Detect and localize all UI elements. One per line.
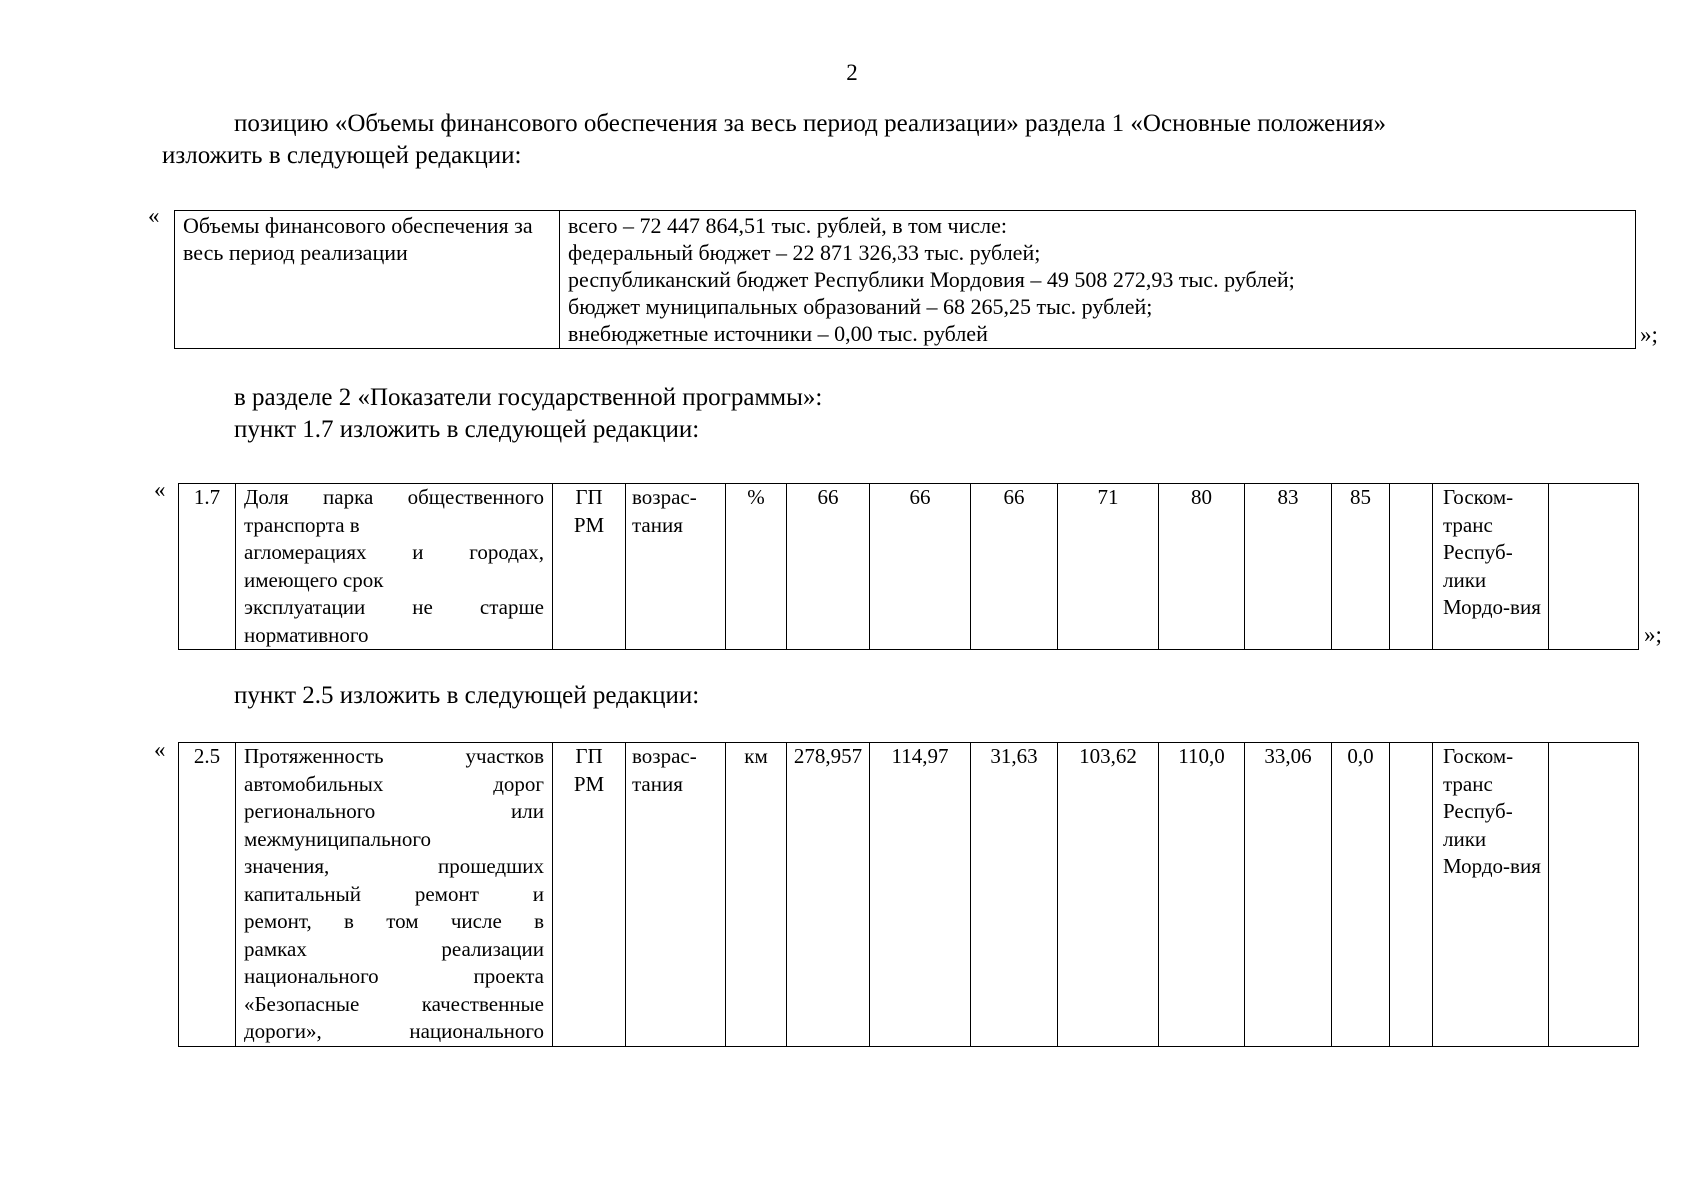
value-cell: 85 bbox=[1332, 484, 1390, 650]
executor: Госком-транс Респуб-лики Мордо-вия bbox=[1433, 743, 1549, 1047]
indicator-name-line: нормативного bbox=[244, 622, 369, 647]
indicator-name-line: эксплуатации не старше bbox=[244, 595, 544, 619]
intro-line-2: изложить в следующей редакции: bbox=[162, 142, 522, 169]
indicator-name-line: ремонт, в том числе в bbox=[244, 909, 544, 933]
value-cell: 114,97 bbox=[870, 743, 971, 1047]
indicator-name bbox=[236, 484, 553, 650]
indicator-name-line: регионального или bbox=[244, 799, 544, 823]
financing-line: бюджет муниципальных образований – 68 265,25 тыс. рублей; bbox=[568, 294, 1153, 319]
indicator-name-line: капитальный ремонт и bbox=[244, 881, 544, 906]
indicator-name-line: значения, прошедших bbox=[244, 854, 544, 878]
indicator-name bbox=[236, 743, 553, 1047]
value-cell: 33,06 bbox=[1245, 743, 1332, 1047]
extra-cell bbox=[1549, 484, 1639, 650]
value-cell: 31,63 bbox=[971, 743, 1058, 1047]
indicator-name-line: национального проекта bbox=[244, 964, 544, 988]
extra-cell bbox=[1549, 743, 1639, 1047]
intro-line-1: позицию «Объемы финансового обеспечения за весь период реализации» раздела 1 «Основные положения» bbox=[234, 110, 1386, 137]
indicator-name-line: дороги», национального bbox=[244, 1019, 544, 1043]
value-cell: 278,957 bbox=[787, 743, 870, 1047]
value-cell bbox=[1390, 743, 1433, 1047]
value-cell: 66 bbox=[870, 484, 971, 650]
quote-open-2: « bbox=[154, 477, 166, 502]
unit: % bbox=[726, 484, 787, 650]
executor: Госком-транс Респуб-лики Мордо-вия bbox=[1433, 484, 1549, 650]
quote-close-1: »; bbox=[1640, 322, 1658, 347]
value-cell: 83 bbox=[1245, 484, 1332, 650]
financing-line: республиканский бюджет Республики Мордовия – 49 508 272,93 тыс. рублей; bbox=[568, 267, 1295, 292]
quote-close-2: »; bbox=[1644, 622, 1662, 647]
indicator-table-1-7 bbox=[178, 483, 1639, 650]
value-cell: 0,0 bbox=[1332, 743, 1390, 1047]
financing-line: внебюджетные источники – 0,00 тыс. рублей bbox=[568, 321, 988, 346]
section2-line-2: пункт 1.7 изложить в следующей редакции: bbox=[234, 416, 700, 443]
page-number: 2 bbox=[846, 60, 858, 85]
indicator-table-2-5 bbox=[178, 742, 1639, 1047]
trend: возрас-тания bbox=[626, 743, 726, 1047]
indicator-name-line: автомобильных дорог bbox=[244, 771, 544, 796]
value-cell: 110,0 bbox=[1159, 743, 1245, 1047]
financing-table bbox=[174, 210, 1636, 349]
unit: км bbox=[726, 743, 787, 1047]
program-level: ГП РМ bbox=[553, 484, 626, 650]
quote-open-1: « bbox=[148, 203, 160, 228]
program-level: ГП РМ bbox=[553, 743, 626, 1047]
quote-open-3: « bbox=[154, 737, 166, 762]
value-cell: 66 bbox=[971, 484, 1058, 650]
value-cell bbox=[1390, 484, 1433, 650]
financing-values bbox=[560, 211, 1636, 349]
indicator-name-line: межмуниципального bbox=[244, 826, 431, 851]
indicator-name-line: рамках реализации bbox=[244, 936, 544, 961]
row-number: 2.5 bbox=[179, 743, 236, 1047]
table-row bbox=[179, 743, 1639, 1047]
section25-line-1: пункт 2.5 изложить в следующей редакции: bbox=[234, 682, 700, 709]
indicator-name-line: Доля парка общественного bbox=[244, 485, 544, 509]
trend: возрас-тания bbox=[626, 484, 726, 650]
indicator-name-line: Протяженность участков bbox=[244, 744, 544, 768]
table-row bbox=[179, 484, 1639, 650]
financing-line: федеральный бюджет – 22 871 326,33 тыс. рублей; bbox=[568, 240, 1041, 265]
financing-label: Объемы финансового обеспечения за весь период реализации bbox=[175, 211, 560, 349]
indicator-name-line: «Безопасные качественные bbox=[244, 991, 544, 1016]
row-number: 1.7 bbox=[179, 484, 236, 650]
value-cell: 103,62 bbox=[1058, 743, 1159, 1047]
value-cell: 80 bbox=[1159, 484, 1245, 650]
indicator-name-line: транспорта в bbox=[244, 512, 360, 537]
financing-line: всего – 72 447 864,51 тыс. рублей, в том числе: bbox=[568, 213, 1007, 238]
value-cell: 66 bbox=[787, 484, 870, 650]
indicator-name-line: имеющего срок bbox=[244, 567, 384, 592]
section2-line-1: в разделе 2 «Показатели государственной программы»: bbox=[234, 384, 823, 411]
value-cell: 71 bbox=[1058, 484, 1159, 650]
indicator-name-line: агломерациях и городах, bbox=[244, 540, 544, 564]
